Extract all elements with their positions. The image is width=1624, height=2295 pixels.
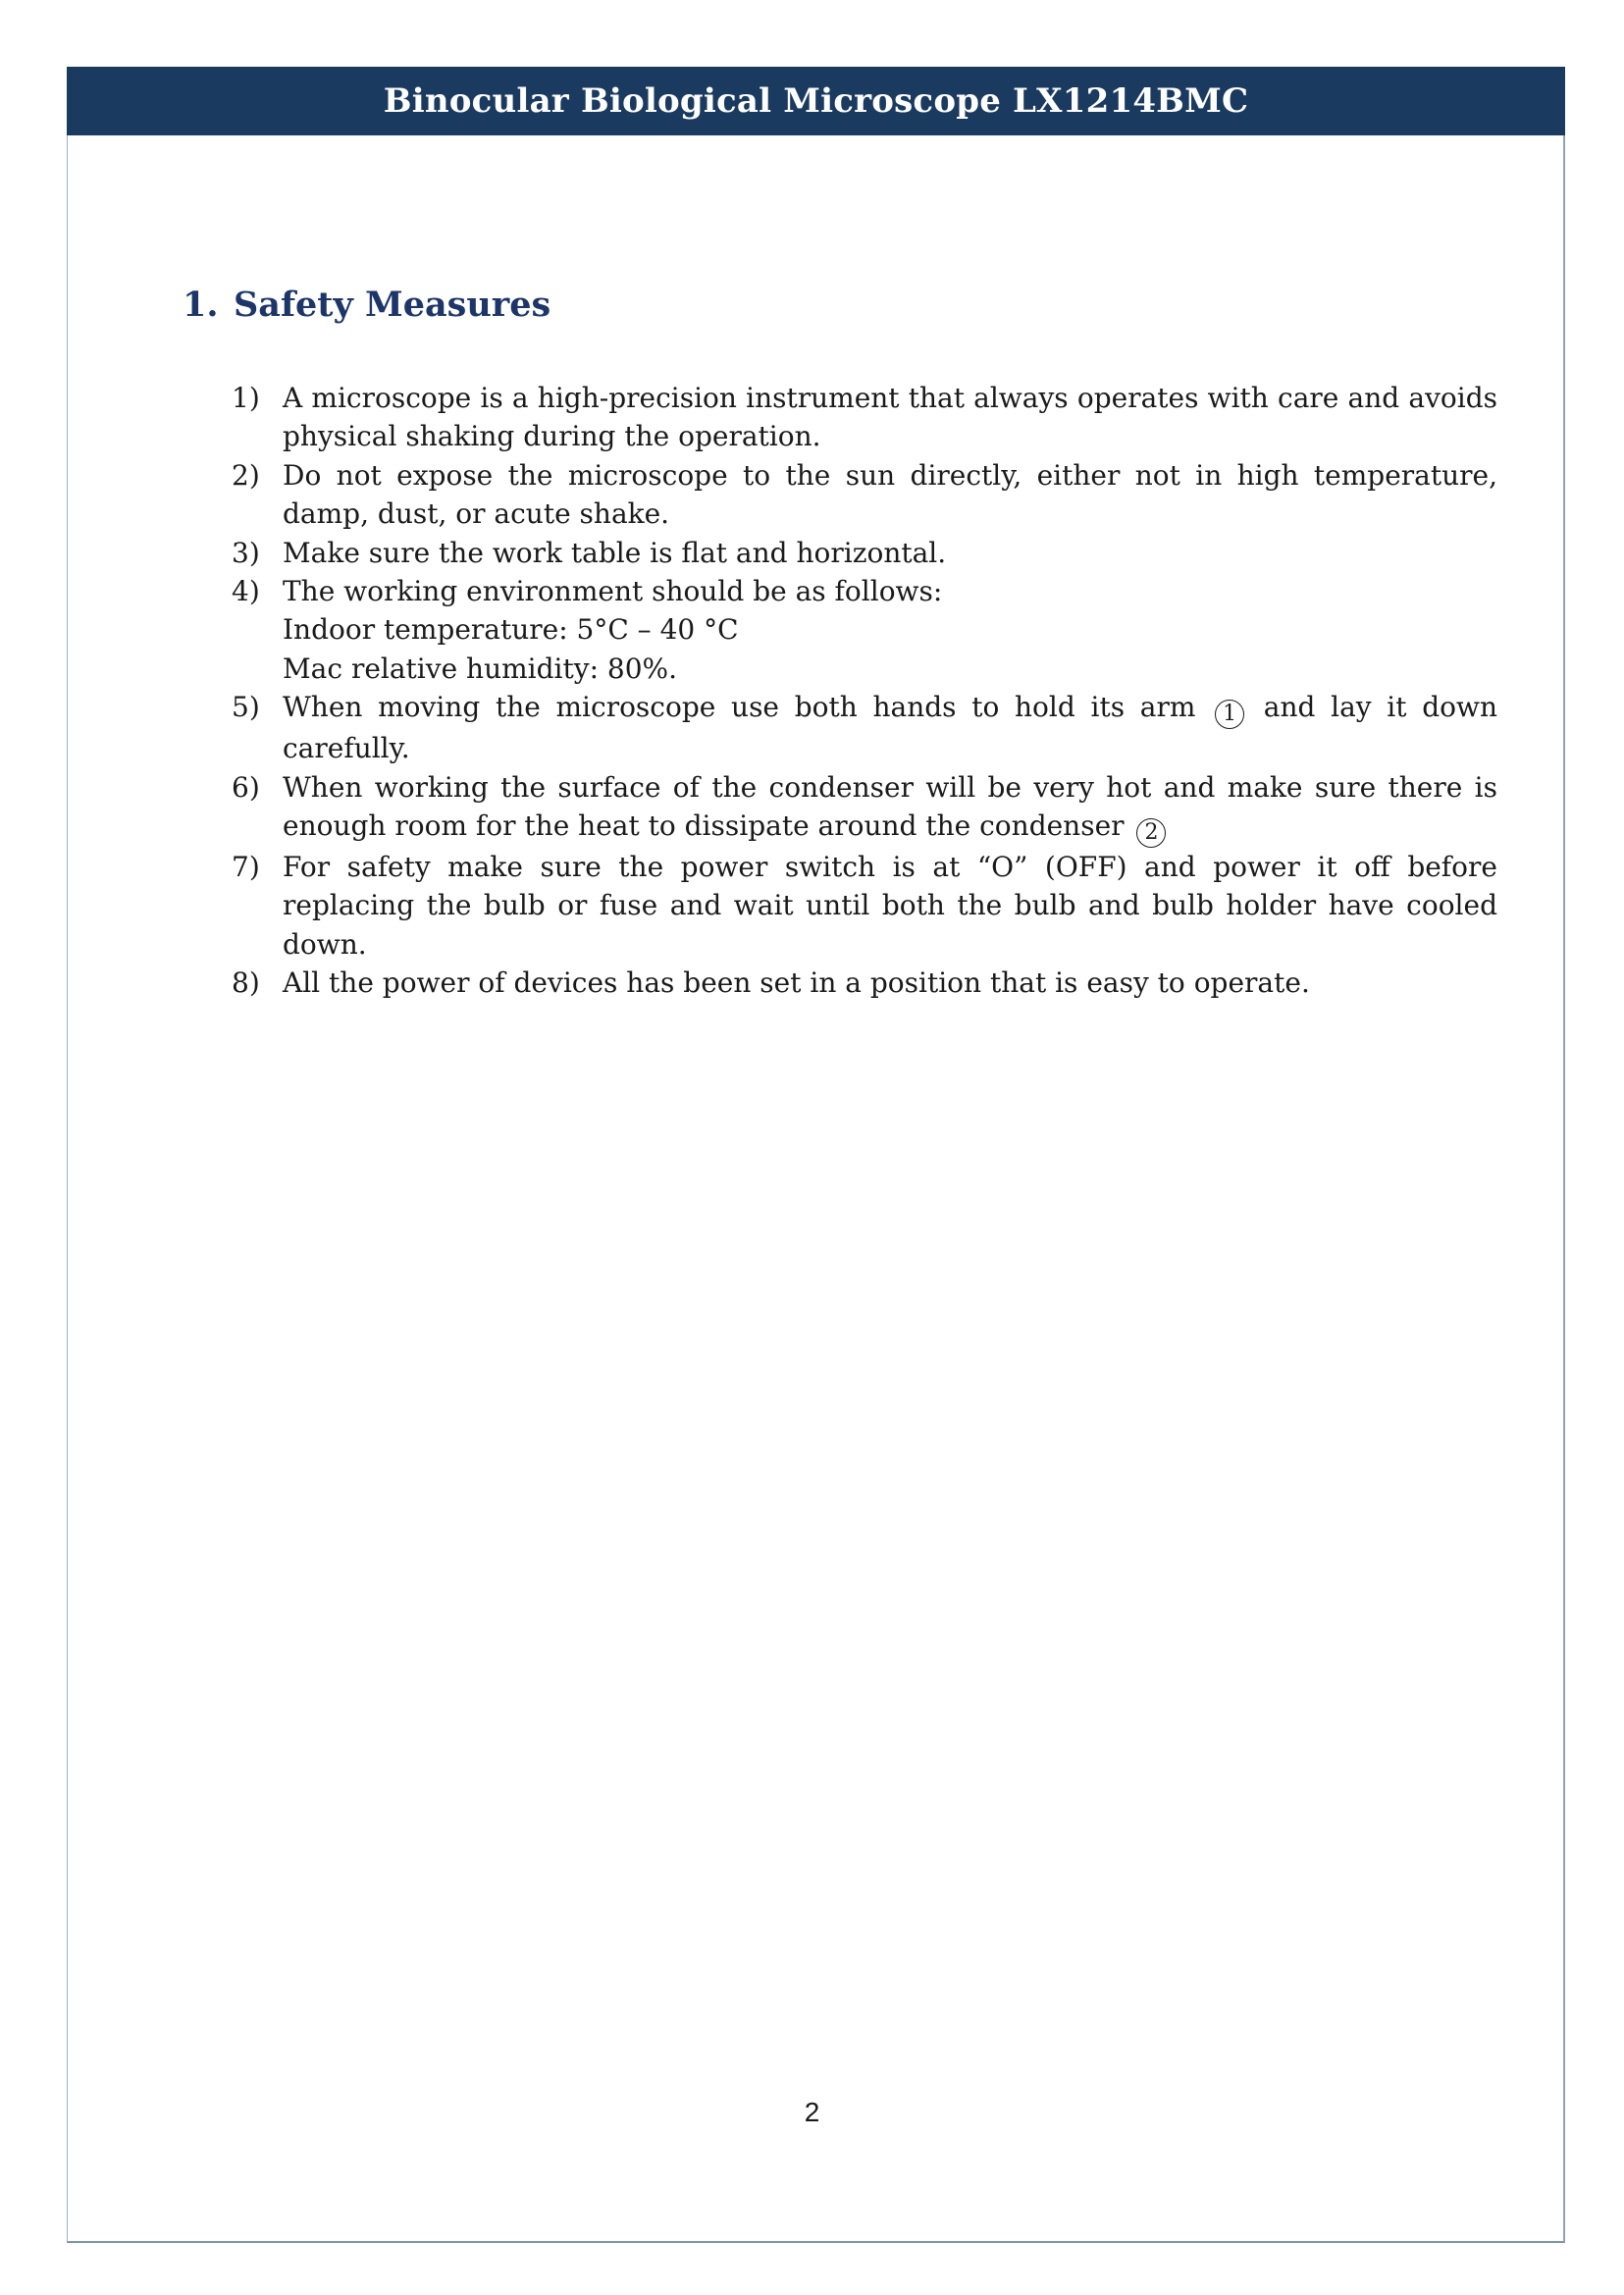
list-item	[232, 964, 1497, 1002]
header-bar	[67, 67, 1565, 135]
list-item-text: Do not expose the microscope to the sun directly, either not in high temperature, damp, dust, or acute shake.	[283, 458, 1497, 531]
list-item-number: 3)	[232, 536, 260, 569]
list-item-body	[283, 688, 1497, 767]
list-item-text: For safety make sure the power switch is at “O” (OFF) and power it off before replacing the bulb or fuse and wait until both the bulb and bulb holder have cooled down.	[283, 851, 1497, 961]
section-title: Safety Measures	[234, 285, 551, 325]
list-item	[232, 848, 1497, 964]
list-item	[232, 768, 1497, 848]
list-item-text: and lay it down carefully.	[283, 691, 1497, 765]
list-item	[232, 456, 1497, 534]
list-item-number: 5)	[232, 691, 260, 724]
list-item-text: A microscope is a high-precision instrument that always operates with care and avoids physical shaking during the operation.	[283, 382, 1497, 453]
document-title: Binocular Biological Microscope LX1214BMC	[383, 81, 1249, 121]
list-item-number: 2)	[232, 458, 260, 492]
list-item-number: 1)	[232, 382, 260, 414]
list-item	[232, 534, 1497, 572]
list-item-text: When moving the microscope use both hands to hold its arm	[283, 691, 1196, 724]
list-item-number: 4)	[232, 575, 260, 608]
list-item-text: When working the surface of the condenser will be very hot and make sure there is enough room for the heat to dissipate around the condenser	[283, 770, 1497, 843]
circled-number-marker: 2	[1136, 818, 1166, 848]
safety-measures-list	[232, 379, 1497, 1003]
list-item-body	[283, 768, 1497, 848]
indoor-temperature-line: Indoor temperature: 5°C – 40 °C	[283, 613, 739, 647]
list-item-text: Make sure the work table is flat and horizontal.	[283, 536, 947, 569]
page-number: 2	[804, 2097, 820, 2127]
circled-number-marker: 1	[1215, 700, 1244, 729]
list-item-number: 6)	[232, 770, 260, 804]
list-item-text: The working environment should be as follows:	[283, 575, 943, 608]
list-item-number: 7)	[232, 851, 260, 884]
relative-humidity-line: Mac relative humidity: 80%.	[283, 652, 678, 685]
list-item	[232, 688, 1497, 767]
list-item	[232, 379, 1497, 456]
list-item	[232, 572, 1497, 688]
list-item-text: All the power of devices has been set in a position that is easy to operate.	[283, 966, 1310, 1000]
list-item-number: 8)	[232, 966, 260, 1000]
list-item-body	[283, 572, 1497, 688]
section-heading	[183, 285, 550, 325]
section-number: 1.	[183, 285, 219, 325]
